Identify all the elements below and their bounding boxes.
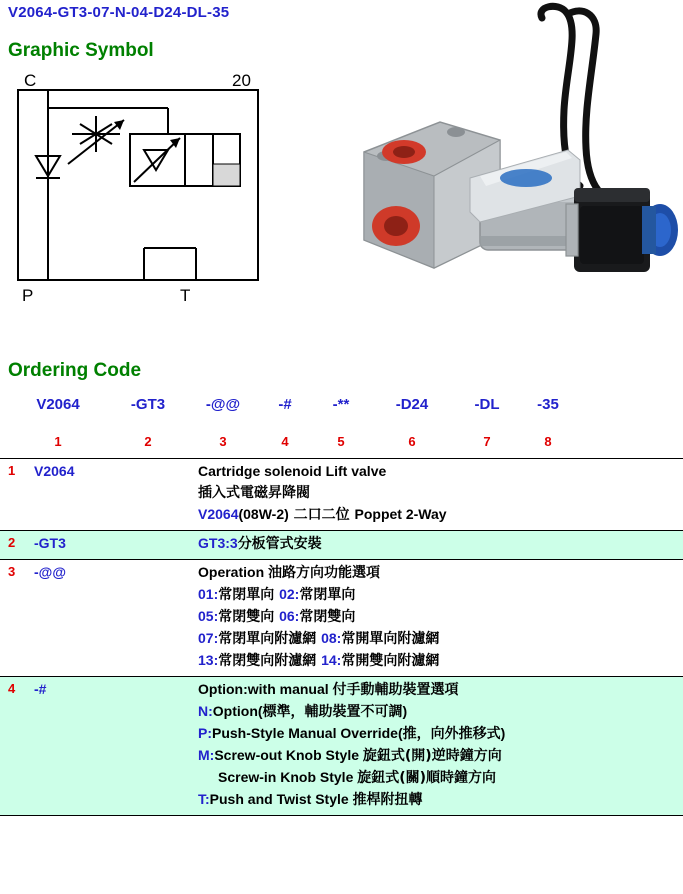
section-line bbox=[198, 562, 677, 584]
section-line bbox=[198, 628, 677, 650]
line-text: 13: bbox=[198, 652, 219, 668]
graphic-symbol-heading: Graphic Symbol bbox=[8, 40, 154, 61]
code-segment-3: -@@ bbox=[205, 396, 241, 413]
line-text: Push and Twist Style bbox=[209, 791, 353, 807]
line-text: 推，向外推移式 bbox=[402, 726, 501, 742]
section-line bbox=[198, 723, 677, 745]
ordering-section-2 bbox=[0, 530, 683, 559]
symbol-svg bbox=[8, 68, 278, 308]
line-text: 02: bbox=[279, 586, 300, 602]
line-text: 08: bbox=[321, 630, 342, 646]
line-text: V2064 bbox=[198, 506, 239, 522]
ordering-code-table bbox=[0, 458, 683, 815]
line-text: Poppet 2-Way bbox=[354, 506, 447, 522]
line-text: Push-Style Manual Override( bbox=[212, 725, 403, 741]
section-line bbox=[198, 745, 677, 767]
line-text: 油路方向功能選項 bbox=[268, 565, 381, 581]
code-segment-1: V2064 bbox=[36, 396, 80, 413]
code-segment-8: -35 bbox=[537, 396, 559, 413]
line-text: M: bbox=[198, 747, 215, 763]
line-text: Operation bbox=[198, 564, 269, 580]
section-body bbox=[198, 461, 683, 526]
section-code: V2064 bbox=[34, 463, 75, 479]
section-line bbox=[198, 701, 677, 723]
line-text: 07: bbox=[198, 630, 219, 646]
code-segment-number-6: 6 bbox=[408, 434, 416, 449]
line-text: Screw-in Knob Style bbox=[218, 769, 358, 785]
code-segment-number-4: 4 bbox=[281, 434, 289, 449]
hydraulic-symbol-diagram bbox=[8, 68, 278, 308]
section-line bbox=[198, 767, 677, 789]
line-text: 分板管式安裝 bbox=[237, 536, 322, 552]
section-line bbox=[198, 584, 677, 606]
line-text: 06: bbox=[279, 608, 300, 624]
product-photo bbox=[330, 0, 682, 330]
line-text: Screw-out Knob Style bbox=[214, 747, 363, 763]
symbol-label-p: P bbox=[22, 286, 34, 305]
code-segment-2: -GT3 bbox=[130, 396, 166, 413]
line-text: 推桿附扭轉 bbox=[352, 792, 423, 808]
line-text: Option:with manual bbox=[198, 681, 333, 697]
code-segment-number-1: 1 bbox=[54, 434, 62, 449]
line-text: ) bbox=[402, 703, 408, 719]
line-text: 二口二位 bbox=[288, 507, 355, 523]
section-line bbox=[198, 679, 677, 701]
line-text: T: bbox=[198, 791, 210, 807]
line-text: (08W-2) bbox=[238, 506, 289, 522]
section-line bbox=[198, 504, 677, 526]
line-text: N: bbox=[198, 703, 213, 719]
line-text: 常閉單向 bbox=[299, 587, 356, 603]
section-line bbox=[198, 482, 677, 504]
line-text: GT3:3 bbox=[198, 535, 238, 551]
section-line bbox=[198, 606, 677, 628]
line-text: P: bbox=[198, 725, 212, 741]
line-text: 旋鈕式(開)逆時鐘方向 bbox=[362, 748, 502, 764]
ordering-code-numbers bbox=[0, 434, 683, 454]
section-code: -GT3 bbox=[34, 535, 66, 551]
section-line bbox=[198, 650, 677, 672]
line-text: 常閉雙向附濾網 bbox=[218, 653, 322, 669]
line-text: 01: bbox=[198, 586, 219, 602]
section-line bbox=[198, 461, 677, 482]
section-body bbox=[198, 533, 683, 555]
symbol-label-t: T bbox=[180, 286, 191, 305]
symbol-label-c: C bbox=[24, 71, 37, 90]
line-text: 05: bbox=[198, 608, 219, 624]
line-text: 常閉單向附濾網 bbox=[218, 631, 322, 647]
line-text: 14: bbox=[321, 652, 342, 668]
code-segment-number-3: 3 bbox=[219, 434, 227, 449]
code-segment-number-7: 7 bbox=[483, 434, 491, 449]
code-segment-4: -# bbox=[278, 396, 292, 413]
table-bottom-rule bbox=[0, 815, 683, 816]
ordering-code-row bbox=[0, 396, 683, 422]
section-code: -@@ bbox=[34, 564, 66, 580]
line-text: 付手動輔助裝置選項 bbox=[332, 682, 459, 698]
section-index: 2 bbox=[8, 535, 16, 550]
line-text: ) bbox=[500, 725, 506, 741]
line-text: 常閉單向 bbox=[218, 587, 280, 603]
code-segment-number-5: 5 bbox=[337, 434, 345, 449]
ordering-section-1 bbox=[0, 458, 683, 530]
section-index: 3 bbox=[8, 564, 16, 579]
section-body bbox=[198, 562, 683, 672]
section-line bbox=[198, 789, 677, 811]
line-text: Option( bbox=[212, 703, 263, 719]
ordering-section-4 bbox=[0, 676, 683, 815]
model-code: V2064-GT3-07-N-04-D24-DL-35 bbox=[8, 4, 230, 21]
code-segment-6: -D24 bbox=[395, 396, 429, 413]
line-text: 常閉雙向 bbox=[299, 609, 356, 625]
code-segment-5: -** bbox=[332, 396, 350, 413]
line-text: 標準，輔助裝置不可調 bbox=[262, 704, 403, 720]
code-segment-7: -DL bbox=[474, 396, 500, 413]
line-text: 旋鈕式(關)順時鐘方向 bbox=[357, 770, 497, 786]
line-text: 插入式電磁昇降閥 bbox=[198, 485, 310, 501]
code-segment-number-2: 2 bbox=[144, 434, 152, 449]
section-index: 4 bbox=[8, 681, 16, 696]
product-photo-svg bbox=[330, 0, 682, 330]
section-code: -# bbox=[34, 681, 47, 697]
symbol-label-20: 20 bbox=[232, 71, 251, 90]
line-text: 常開雙向附濾網 bbox=[341, 653, 440, 669]
section-index: 1 bbox=[8, 463, 16, 478]
section-body bbox=[198, 679, 683, 811]
section-line bbox=[198, 533, 677, 555]
line-text: 常閉雙向 bbox=[218, 609, 280, 625]
line-text: 常開單向附濾網 bbox=[341, 631, 440, 647]
ordering-section-3 bbox=[0, 559, 683, 676]
line-text: Cartridge solenoid Lift valve bbox=[198, 463, 387, 479]
code-segment-number-8: 8 bbox=[544, 434, 552, 449]
ordering-code-heading: Ordering Code bbox=[8, 360, 142, 381]
